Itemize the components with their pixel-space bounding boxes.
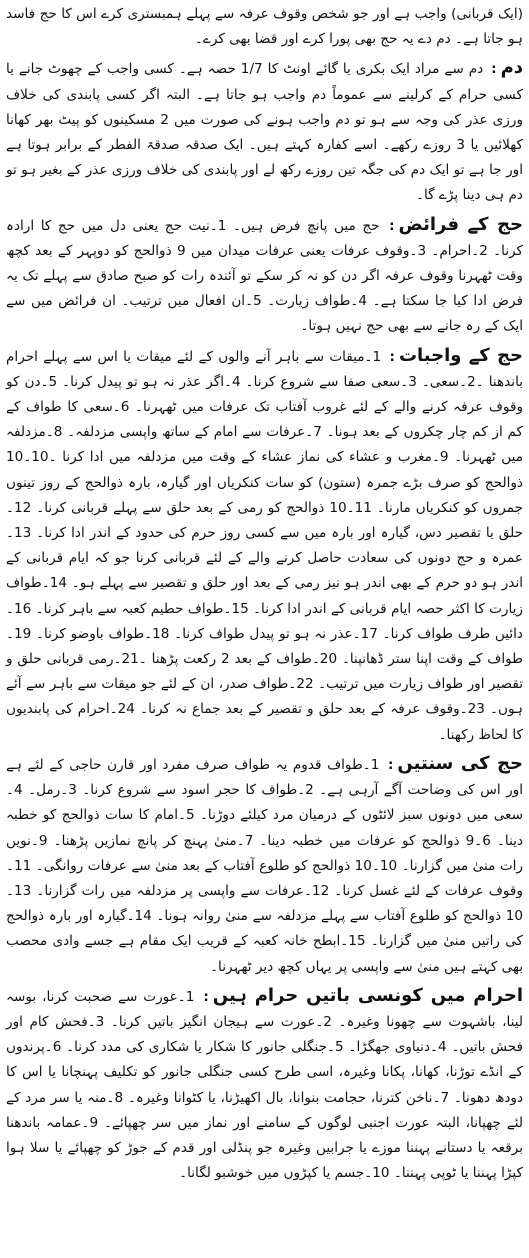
heading-colon: : xyxy=(203,988,209,1005)
section-body-ihram-haram: 1۔عورت سے صحبت کرنا، بوسہ لینا، باشہوت سے چھونا وغیرہ۔ 2۔عورت سے ہیجان انگیز باتیں کرنا۔ 3۔فحش کام اور فحش باتیں۔ 4۔دنیاوی جھگڑا۔ 5۔جنگلی جانور کا شکار یا شکاری کی مدد کرنا۔ 6۔پرندوں کے انڈے توڑنا، کھانا، پکانا وغیرہ، اسی طرح کسی جنگلی جانور کو تکلیف پہنچانا یا اس کا دودھ دھونا۔ 7۔ناخن کترنا، حجامت بنوانا، بال اکھیڑنا، یا کٹوانا وغیرہ۔ 8۔منہ یا سر مرد کے لئے چھپانا، البتہ عورت اجنبی لوگوں کے سامنے اور نماز میں سر چھپائے۔ 9۔عمامہ باندھنا برقعہ یا دستانے پہننا موزے یا جرابیں وغیرہ جو پنڈلی اور قدم کے جوڑ کو چھپائے یا سلا ہوا کپڑا پہننا یا ٹوپی پہننا۔ 10۔جسم یا کپڑوں میں خوشبو لگانا۔ xyxy=(6,988,523,1182)
section-heading-hajj-faraiz: حج کے فرائض xyxy=(398,213,523,235)
heading-colon: : xyxy=(491,61,497,78)
intro-paragraph: (ایک قربانی) واجب ہے اور جو شخص وقوف عرفہ سے پہلے ہمبستری کرے اس کا حج فاسد ہو جاتا ہے۔ دم دے یہ حج بھی پورا کرے اور قضا بھی کرے۔ xyxy=(6,6,523,48)
section-hajj-faraiz xyxy=(6,212,523,340)
heading-colon: : xyxy=(389,348,395,365)
heading-colon: : xyxy=(389,217,395,234)
section-hajj-wajibat xyxy=(6,343,523,748)
section-body-hajj-sunnatain: 1۔طواف قدوم یہ طواف صرف مفرد اور قارن حاجی کے لئے ہے اور اس کی وضاحت آگے آرہی ہے۔ 2۔طواف کا حجر اسود سے شروع کرنا۔ 3۔رمل۔ 4۔سعی میں دونوں سبز لائٹوں کے درمیان مرد کیلئے دوڑنا۔ 5۔امام کا سات ذوالحج کو خطبہ دینا۔ 6۔9 ذوالحج کو عرفات میں خطبہ دینا۔ 7۔منیٰ پہنچ کر پانچ نمازیں پڑھنا۔ 9۔نویں رات منیٰ میں گزارنا۔ 10۔10 ذوالحج کو طلوع آفتاب کے بعد منیٰ سے عرفات روانگی۔ 11۔وقوف عرفات کے لئے غسل کرنا۔ 12۔عرفات سے واپسی پر مزدلفہ میں رات گزارنا۔ 13۔10 ذوالحج کو طلوع آفتاب سے پہلے مزدلفہ سے منیٰ روانہ ہونا۔ 14۔گیارہ اور بارہ ذوالحج کی راتیں منیٰ میں گزارنا۔ 15۔ابطح خانہ کعبہ کے قریب ایک مقام ہے جسے وادی محصب بھی کہتے ہیں منیٰ سے واپسی پر یہاں کچھ دیر ٹھہرنا۔ xyxy=(6,756,524,975)
heading-colon: : xyxy=(387,756,394,773)
section-body-hajj-faraiz: حج میں پانچ فرض ہیں۔ 1۔نیت حج یعنی دل میں حج کا ارادہ کرنا۔ 2۔احرام۔ 3۔وقوف عرفات یعنی عرفات میدان میں 9 ذوالحج کو دوپہر کے بعد کچھ وقت ٹھہرنا وقوف عرفہ اگر دن کو نہ کر سکے تو آئندہ رات کو صبح صادق سے پہلے تک یہ فرض ادا کیا جا سکتا ہے۔ 4۔طواف زیارت۔ 5۔ان افعال میں ترتیب۔ ان فرائض میں سے ایک کے رہ جانے سے بھی حج نہیں ہوتا۔ xyxy=(6,217,524,335)
section-heading-hajj-wajibat: حج کے واجبات xyxy=(398,344,523,366)
section-heading-dam: دم xyxy=(500,57,523,79)
section-heading-hajj-sunnatain: حج کی سنتیں xyxy=(397,752,524,774)
section-dam xyxy=(6,55,523,208)
section-hajj-sunnatain xyxy=(6,751,523,980)
section-body-dam: دم سے مراد ایک بکری یا گائے اونٹ کا 1/7 حصہ ہے۔ کسی واجب کے چھوٹ جانے یا کسی حرام کے کرلینے سے عموماً دم واجب ہو جاتا ہے۔ البتہ اگر کسی پابندی کی خلاف ورزی عذر کی وجہ سے ہو تو دم واجب ہونے کی صورت میں 2 مسکینوں کو پیٹ بھر کھانا کھلائیں یا 3 روزے رکھے۔ اسے کفارہ کہتے ہیں۔ ایک صدقہ صدقۃ الفطر کے برابر ہوتا ہے اور جا ہے تو ایک دم کی جگہ تین روزے رکھ لے اور پابندی کی خلاف ورزی عذر کے بغیر ہو تو دم ہی دینا پڑے گا۔ xyxy=(6,61,524,204)
section-heading-ihram-haram: احرام میں کونسی باتیں حرام ہیں xyxy=(212,984,523,1006)
section-body-hajj-wajibat: 1۔میقات سے باہر آنے والوں کے لئے میقات یا اس سے پہلے احرام باندھنا ۔2۔سعی۔ 3۔سعی صفا سے شروع کرنا۔ 4۔اگر عذر نہ ہو تو پیدل کرنا۔ 5۔دن کو وقوف عرفہ کرنے والے کے لئے غروب آفتاب تک عرفات میں ٹھہرنا۔ 6۔سعی کا طواف کے کم از کم چار چکروں کے بعد ہونا۔ 7۔عرفات سے امام کے ساتھ واپسی مزدلفہ۔ 8۔مزدلفہ میں ٹھہرنا۔ 9۔مغرب و عشاء کی نماز عشاء کے وقت میں مزدلفہ میں ادا کرنا ۔10۔10 ذوالحج کو صرف بڑے جمرہ (ستون) کو سات کنکریاں اور گیارہ، بارہ ذوالحج کے روز تینوں جمروں کو کنکریاں مارنا۔ 11۔10 ذوالحج کو رمی کے بعد حلق سے پہلے قربانی کرنا۔ 12۔حلق یا تقصیر دس، گیارہ اور بارہ میں سے کسی روز حرم کی حدود کے اندر ادا کرنا۔ 13۔عمرہ و حج دونوں کی سعادت حاصل کرنے والے کے لئے قربانی کرنا جو کہ ایام قربانی کے اندر ہو دو حرم کے بھی اندر ہو نیز رمی کے بعد اور حلق و تقصیر سے پہلے ہو۔ 14۔طواف زیارت کا اکثر حصہ ایام قربانی کے اندر ادا کرنا۔ 15۔طواف حطیم کعبہ سے باہر کرنا۔ 16۔دائیں طرف طواف کرنا۔ 17۔عذر نہ ہو تو پیدل طواف کرنا۔ 18۔طواف باوضو کرنا۔ 19۔طواف کے وقت اپنا ستر ڈھانپنا۔ 20۔طواف کے بعد 2 رکعت پڑھنا ۔21۔رمی قربانی حلق و تقصیر اور طواف زیارت میں ترتیب۔ 22۔طواف صدر، ان کے لئے جو میقات سے باہر سے آئے ہوں۔ 23۔وقوف عرفہ کے بعد حلق و تقصیر کے بعد جماع نہ کرنا۔ 24۔احرام کی پابندیوں کا لحاظ رکھنا۔ xyxy=(6,348,524,743)
section-ihram-haram xyxy=(6,983,523,1187)
